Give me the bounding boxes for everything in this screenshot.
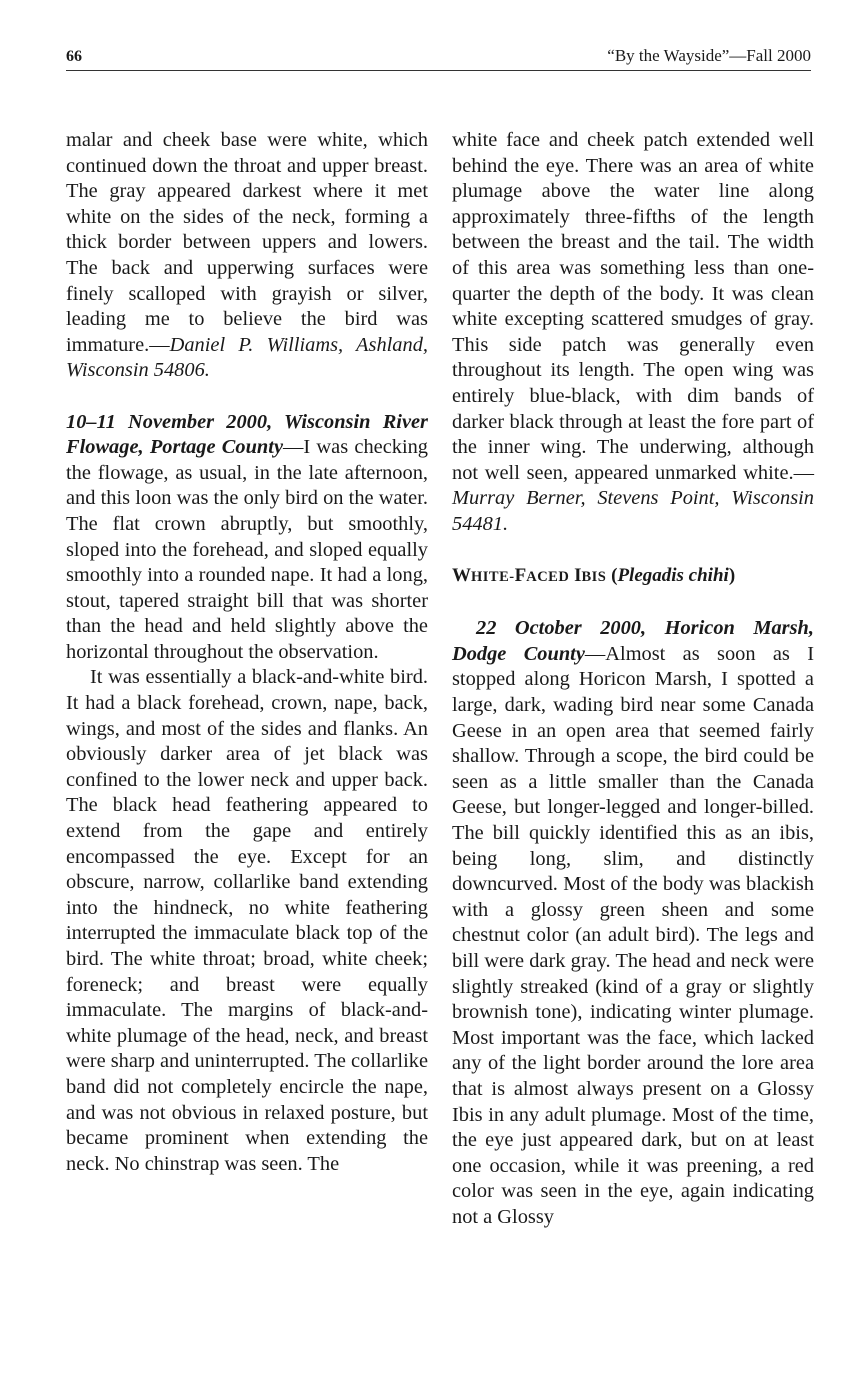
report-lead: 10–11 November 2000, Wisconsin River Flowage, Portage County	[66, 410, 428, 459]
paragraph-gap	[66, 384, 428, 410]
paragraph-gap	[452, 538, 814, 564]
paragraph-text: —I was checking the flowage, as usual, in the late afternoon, and this loon was the only bird on the water. The flat crown abruptly, but smoothly, sloped into the forehead, and sloped equally smoothly into a rounded nape. It had a long, stout, tapered straight bill that was shorter than the head and held slightly above the horizontal throughout the observation.	[66, 436, 428, 663]
report-lead: 22 October 2000, Horicon Marsh, Dodge County	[452, 617, 814, 665]
running-head: “By the Wayside”—Fall 2000	[607, 46, 811, 65]
species-heading: WHITE-FACED IBIS (Plegadis chihi)	[452, 565, 736, 587]
scientific-name: Plegadis chihi	[617, 565, 729, 587]
paragraph-text: malar and cheek base were white, which continued down the throat and upper breast. The gray appeared darkest where it met white on the sides of the neck, forming a thick border between uppers and lowers. The back and upperwing surfaces were finely scalloped with grayish or silver, leading me to believe the bird was immature.—	[66, 129, 428, 356]
right-column	[452, 128, 814, 1231]
paragraph-horicon-marsh-report	[452, 616, 814, 1230]
paragraph-loon-plumage-end	[452, 128, 814, 538]
paragraph-text: —Almost as soon as I stopped along Horicon Marsh, I spotted a large, dark, wading bird near some Canada Geese in an open area that seemed fairly shallow. Through a scope, the bird could be seen as a little smaller than the Canada Geese, but longer-legged and longer-billed. The bill quickly identified this as an ibis, being long, slim, and distinctly downcurved. Most of the body was blackish with a glossy green sheen and some chestnut color (an adult bird). The legs and bill were dark gray. The head and neck were slightly streaked (kind of a gray or slightly brownish tone), indicating winter plumage. Most important was the face, which lacked any of the light border around the lore area that is almost always present on a Glossy Ibis in any adult plumage. Most of the time, the eye just appeared dark, but on at least one occasion, while it was preening, a red color was seen in the eye, again indicating not a Glossy	[452, 642, 814, 1228]
observer-signature: Murray Berner, Stevens Point, Wisconsin 54481.	[452, 487, 814, 535]
paragraph-loon-observation-end	[66, 128, 428, 384]
paragraph-plumage-description	[66, 665, 428, 1177]
left-column	[66, 128, 428, 1177]
page-number: 66	[66, 48, 82, 65]
page-header	[66, 44, 811, 71]
paragraph-text: It was essentially a black-and-white bird. It had a black forehead, crown, nape, back, wings, and most of the sides and flanks. An obviously darker area of jet black was confined to the lower neck and upper back. The black head feathering appeared to extend from the gape and entirely encompassed the eye. Except for an obscure, narrow, collarlike band extending into the hindneck, no white feathering interrupted the immaculate black top of the bird. The white throat; broad, white cheek; foreneck; and breast were equally immaculate. The margins of black-and-white plumage of the head, neck, and breast were sharp and uninterrupted. The collarlike band did not completely encircle the nape, and was not obvious in relaxed posture, but became prominent when extending the neck. No chinstrap was seen. The	[66, 666, 428, 1175]
paragraph-gap	[452, 591, 814, 617]
observer-signature: Daniel P. Williams, Ashland, Wisconsin 54806.	[66, 333, 428, 382]
paragraph-text: white face and cheek patch extended well behind the eye. There was an area of white plumage above the water line along approximately three-fifths of the length between the breast and the tail. The width of this area was something less than one-quarter the depth of the body. It was clean white excepting scattered smudges of gray. This side patch was generally even throughout its length. The open wing was entirely blue-black, with dim bands of darker black through at least the fore part of the inner wing. The underwing, although not well seen, appeared unmarked white.—	[452, 129, 814, 484]
paragraph-wisconsin-river-report	[66, 410, 428, 666]
